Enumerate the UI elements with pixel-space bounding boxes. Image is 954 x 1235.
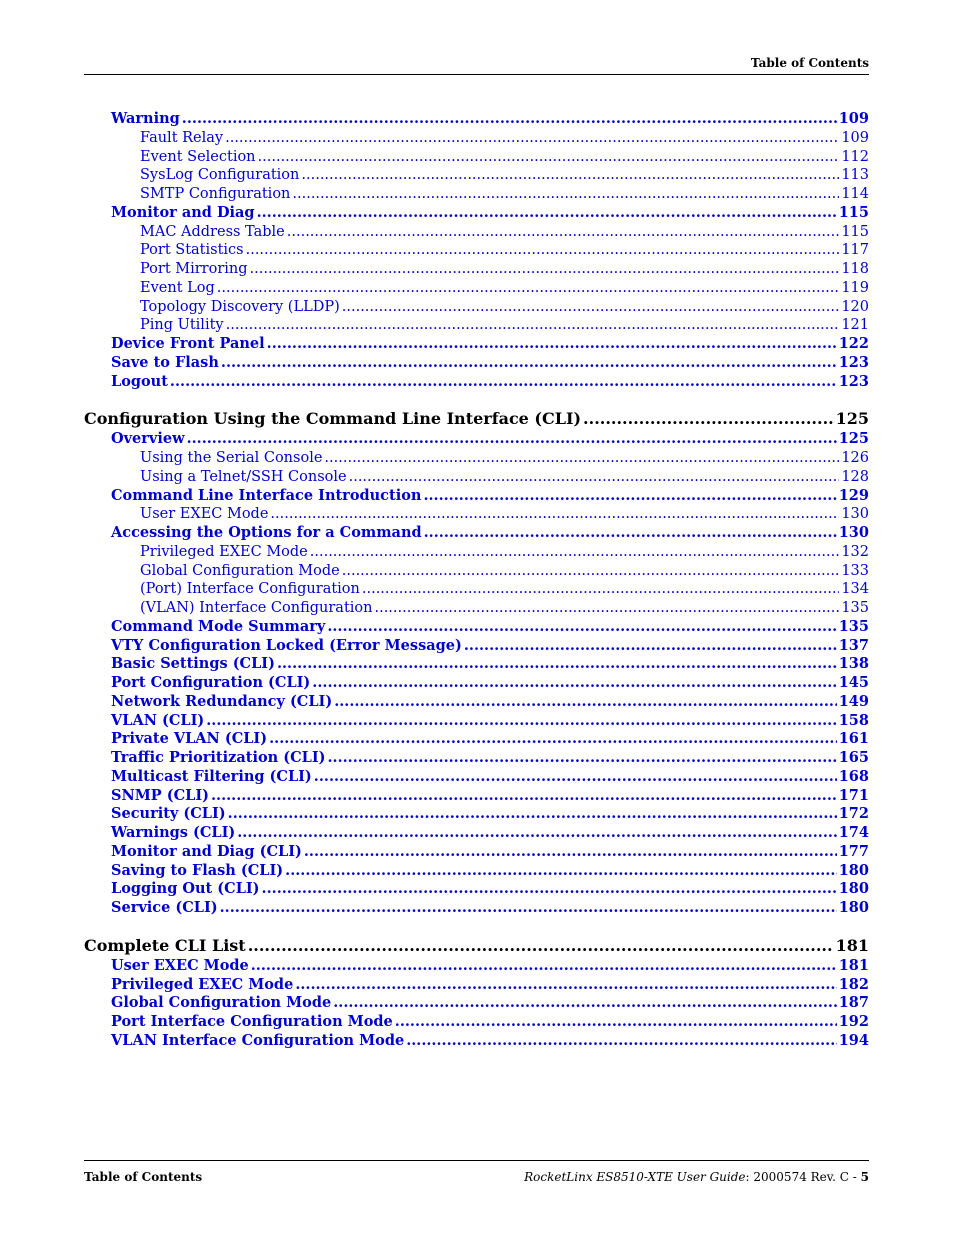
toc-leader-dots xyxy=(170,373,837,392)
toc-subsection[interactable] xyxy=(84,562,869,581)
header-title: Table of Contents xyxy=(750,56,869,70)
toc-page-number[interactable]: 114 xyxy=(841,186,869,202)
footer-page-number: 5 xyxy=(860,1170,869,1184)
toc-leader-dots xyxy=(211,787,837,806)
toc-page-number[interactable]: 194 xyxy=(838,1031,869,1049)
toc-section[interactable] xyxy=(84,899,869,918)
toc-leader-dots xyxy=(334,693,837,712)
toc-page-number[interactable]: 133 xyxy=(841,562,869,579)
toc-entry-title[interactable]: Basic Settings (CLI) xyxy=(111,655,275,673)
toc-subsection[interactable] xyxy=(84,148,869,167)
toc-leader-dots xyxy=(277,655,837,674)
toc-leader-dots xyxy=(292,185,839,204)
toc-section[interactable] xyxy=(84,880,869,899)
toc-page-number[interactable]: 109 xyxy=(838,110,869,127)
toc-entry-title[interactable]: Using a Telnet/SSH Console xyxy=(140,468,347,485)
toc-leader-dots xyxy=(327,749,836,768)
toc-leader-dots xyxy=(312,674,836,693)
toc-leader-dots xyxy=(287,223,840,242)
toc-page-number[interactable]: 113 xyxy=(841,167,869,184)
toc-page-number[interactable]: 121 xyxy=(841,317,869,334)
toc-page-number[interactable]: 145 xyxy=(838,674,869,691)
toc-entry-title[interactable]: Event Log xyxy=(140,279,215,296)
toc-entry-title[interactable]: Global Configuration Mode xyxy=(111,994,332,1012)
toc-entry-title[interactable]: Overview xyxy=(111,430,185,448)
toc-section[interactable] xyxy=(84,204,869,223)
footer-product-name: RocketLinx ES8510-XTE User Guide xyxy=(524,1170,746,1184)
toc-leader-dots xyxy=(267,335,837,354)
toc-section[interactable] xyxy=(84,354,869,373)
toc-leader-dots xyxy=(225,129,839,148)
toc-subsection[interactable] xyxy=(84,599,869,618)
toc-leader-dots xyxy=(310,543,840,562)
toc-page-number[interactable]: 181 xyxy=(838,956,869,974)
toc-section[interactable] xyxy=(84,487,869,506)
toc-entry-title[interactable]: Configuration Using the Command Line Interface (CLI) xyxy=(84,409,582,429)
toc-page-number[interactable]: 187 xyxy=(838,994,869,1012)
toc-subsection[interactable] xyxy=(84,580,869,599)
toc-page-number[interactable]: 138 xyxy=(838,655,869,673)
toc-section[interactable] xyxy=(84,637,869,656)
toc-page-number[interactable]: 115 xyxy=(838,203,869,221)
toc-subsection[interactable] xyxy=(84,129,869,148)
toc-page-number[interactable]: 182 xyxy=(838,975,869,993)
toc-subsection[interactable] xyxy=(84,298,869,317)
toc-entry-title[interactable]: Command Mode Summary xyxy=(111,617,326,635)
toc-page-number[interactable]: 134 xyxy=(841,581,869,598)
toc-page-number[interactable]: 109 xyxy=(841,129,869,146)
toc-section[interactable] xyxy=(84,787,869,806)
toc-entry-title[interactable]: Port Configuration (CLI) xyxy=(111,674,311,691)
toc-leader-dots xyxy=(583,408,834,430)
toc-subsection[interactable] xyxy=(84,316,869,335)
toc-entry-title[interactable]: Fault Relay xyxy=(140,129,224,146)
toc-page-number[interactable]: 180 xyxy=(838,861,869,879)
toc-page-number[interactable]: 177 xyxy=(838,842,869,860)
toc-page-number[interactable]: 135 xyxy=(841,600,869,616)
toc-subsection[interactable] xyxy=(84,449,869,468)
table-of-contents xyxy=(84,110,869,1051)
toc-leader-dots xyxy=(251,957,837,976)
toc-entry-title[interactable]: Accessing the Options for a Command xyxy=(111,524,422,541)
toc-page-number[interactable]: 119 xyxy=(841,279,869,296)
toc-leader-dots xyxy=(228,805,837,824)
toc-section[interactable] xyxy=(84,373,869,392)
toc-section[interactable] xyxy=(84,843,869,862)
toc-entry-title[interactable]: Warnings (CLI) xyxy=(111,824,236,841)
toc-entry-title[interactable]: Device Front Panel xyxy=(111,335,265,352)
toc-entry-title[interactable]: Saving to Flash (CLI) xyxy=(111,861,284,879)
toc-section[interactable] xyxy=(84,430,869,449)
toc-page-number[interactable]: 172 xyxy=(838,805,869,823)
toc-leader-dots xyxy=(285,862,837,881)
toc-page-number[interactable]: 174 xyxy=(838,824,869,841)
toc-section[interactable] xyxy=(84,674,869,693)
toc-leader-dots xyxy=(395,1013,837,1032)
toc-subsection[interactable] xyxy=(84,543,869,562)
toc-chapter[interactable] xyxy=(84,935,869,957)
toc-entry-title[interactable]: Using the Serial Console xyxy=(140,450,323,466)
toc-leader-dots xyxy=(226,316,840,335)
toc-entry-title[interactable]: VTY Configuration Locked (Error Message) xyxy=(111,636,462,654)
toc-section[interactable] xyxy=(84,957,869,976)
toc-entry-title[interactable]: Port Statistics xyxy=(140,242,244,259)
toc-section[interactable] xyxy=(84,524,869,543)
toc-page-number[interactable]: 161 xyxy=(838,730,869,748)
toc-section[interactable] xyxy=(84,712,869,731)
toc-section[interactable] xyxy=(84,655,869,674)
toc-page-number[interactable]: 117 xyxy=(841,242,869,259)
toc-page-number[interactable]: 165 xyxy=(838,749,869,766)
toc-page-number[interactable]: 122 xyxy=(838,335,869,352)
footer-doc-info xyxy=(524,1170,869,1184)
page-header xyxy=(84,56,869,75)
toc-leader-dots xyxy=(349,468,840,487)
toc-entry-title[interactable]: Multicast Filtering (CLI) xyxy=(111,767,312,785)
toc-section[interactable] xyxy=(84,805,869,824)
toc-page-number[interactable]: 158 xyxy=(838,711,869,729)
toc-leader-dots xyxy=(327,618,836,637)
toc-page-number[interactable]: 171 xyxy=(838,786,869,804)
toc-subsection[interactable] xyxy=(84,505,869,524)
toc-leader-dots xyxy=(406,1032,837,1051)
toc-chapter[interactable] xyxy=(84,408,869,430)
toc-section[interactable] xyxy=(84,768,869,787)
toc-entry-title[interactable]: User EXEC Mode xyxy=(140,506,269,523)
toc-leader-dots xyxy=(221,354,837,373)
toc-page-number[interactable]: 180 xyxy=(838,899,869,916)
toc-subsection[interactable] xyxy=(84,241,869,260)
toc-leader-dots xyxy=(423,487,836,506)
toc-page-number[interactable]: 192 xyxy=(838,1013,869,1030)
toc-section[interactable] xyxy=(84,1013,869,1032)
toc-entry-title[interactable]: SysLog Configuration xyxy=(140,167,300,184)
toc-leader-dots xyxy=(248,935,834,957)
toc-section[interactable] xyxy=(84,1032,869,1051)
toc-page-number[interactable]: 125 xyxy=(835,409,869,429)
toc-page-number[interactable]: 123 xyxy=(838,353,869,371)
toc-leader-dots xyxy=(342,562,840,581)
toc-section[interactable] xyxy=(84,110,869,129)
toc-page-number[interactable]: 130 xyxy=(841,506,869,523)
toc-page-number[interactable]: 112 xyxy=(841,148,869,165)
toc-subsection[interactable] xyxy=(84,468,869,487)
toc-entry-title[interactable]: VLAN Interface Configuration Mode xyxy=(111,1031,405,1049)
toc-page-number[interactable]: 128 xyxy=(841,468,869,485)
toc-subsection[interactable] xyxy=(84,185,869,204)
toc-leader-dots xyxy=(237,824,836,843)
toc-subsection[interactable] xyxy=(84,260,869,279)
toc-leader-dots xyxy=(295,976,836,995)
toc-entry-title[interactable]: Warning xyxy=(111,110,180,127)
toc-leader-dots xyxy=(257,204,837,223)
toc-entry-title[interactable]: Logout xyxy=(111,372,168,390)
toc-entry-title[interactable]: Port Interface Configuration Mode xyxy=(111,1013,393,1030)
toc-entry-title[interactable]: Port Mirroring xyxy=(140,261,248,277)
toc-entry-title[interactable]: Topology Discovery (LLDP) xyxy=(140,298,340,315)
toc-entry-title[interactable]: Global Configuration Mode xyxy=(140,562,340,579)
toc-page-number[interactable]: 118 xyxy=(841,261,869,277)
toc-page-number[interactable]: 180 xyxy=(838,880,869,898)
toc-entry-title[interactable]: Security (CLI) xyxy=(111,805,226,823)
toc-subsection[interactable] xyxy=(84,279,869,298)
toc-section[interactable] xyxy=(84,693,869,712)
toc-page-number[interactable]: 132 xyxy=(841,543,869,560)
toc-subsection[interactable] xyxy=(84,166,869,185)
toc-leader-dots xyxy=(262,880,837,899)
toc-section[interactable] xyxy=(84,749,869,768)
toc-entry-title[interactable]: Network Redundancy (CLI) xyxy=(111,692,333,710)
toc-entry-title[interactable]: Command Line Interface Introduction xyxy=(111,486,422,504)
toc-leader-dots xyxy=(258,148,840,167)
toc-subsection[interactable] xyxy=(84,223,869,242)
footer-section-title: Table of Contents xyxy=(84,1170,203,1184)
toc-entry-title[interactable]: MAC Address Table xyxy=(140,223,285,240)
toc-leader-dots xyxy=(250,260,840,279)
toc-section[interactable] xyxy=(84,976,869,995)
toc-entry-title[interactable]: Event Selection xyxy=(140,148,256,165)
toc-leader-dots xyxy=(206,712,836,731)
toc-page-number[interactable]: 137 xyxy=(838,636,869,654)
toc-entry-title[interactable]: Monitor and Diag xyxy=(111,203,255,221)
toc-leader-dots xyxy=(301,166,839,185)
toc-entry-title[interactable]: SMTP Configuration xyxy=(140,186,291,202)
toc-page-number[interactable]: 168 xyxy=(838,767,869,785)
toc-section[interactable] xyxy=(84,618,869,637)
toc-entry-title[interactable]: User EXEC Mode xyxy=(111,956,249,974)
toc-page-number[interactable]: 129 xyxy=(838,486,869,504)
toc-entry-title[interactable]: VLAN (CLI) xyxy=(111,711,205,729)
toc-entry-title[interactable]: Traffic Prioritization (CLI) xyxy=(111,749,326,766)
page-footer xyxy=(84,1160,869,1185)
toc-leader-dots xyxy=(342,298,840,317)
toc-entry-title[interactable]: SNMP (CLI) xyxy=(111,786,209,804)
toc-page-number[interactable]: 115 xyxy=(841,223,869,240)
toc-entry-title[interactable]: Privileged EXEC Mode xyxy=(140,543,308,560)
toc-leader-dots xyxy=(217,279,840,298)
toc-section[interactable] xyxy=(84,994,869,1013)
toc-leader-dots xyxy=(270,505,839,524)
toc-section[interactable] xyxy=(84,862,869,881)
toc-entry-title[interactable]: Logging Out (CLI) xyxy=(111,880,260,898)
toc-leader-dots xyxy=(464,637,837,656)
toc-page-number[interactable]: 120 xyxy=(841,298,869,315)
toc-leader-dots xyxy=(424,524,837,543)
toc-leader-dots xyxy=(333,994,837,1013)
toc-leader-dots xyxy=(314,768,837,787)
toc-page-number[interactable]: 130 xyxy=(838,524,869,541)
toc-entry-title[interactable]: (VLAN) Interface Configuration xyxy=(140,600,373,616)
toc-leader-dots xyxy=(304,843,837,862)
toc-page-number[interactable]: 125 xyxy=(838,430,869,448)
toc-page-number[interactable]: 149 xyxy=(838,692,869,710)
toc-leader-dots xyxy=(269,730,837,749)
toc-entry-title[interactable]: Complete CLI List xyxy=(84,935,246,955)
toc-leader-dots xyxy=(187,430,837,449)
toc-entry-title[interactable]: Save to Flash xyxy=(111,353,219,371)
toc-page-number[interactable]: 135 xyxy=(838,617,869,635)
toc-section[interactable] xyxy=(84,335,869,354)
toc-entry-title[interactable]: Monitor and Diag (CLI) xyxy=(111,842,302,860)
toc-leader-dots xyxy=(182,110,837,129)
toc-section[interactable] xyxy=(84,824,869,843)
toc-leader-dots xyxy=(374,599,839,618)
toc-entry-title[interactable]: (Port) Interface Configuration xyxy=(140,581,360,598)
toc-leader-dots xyxy=(246,241,840,260)
toc-leader-dots xyxy=(324,449,839,468)
toc-entry-title[interactable]: Ping Utility xyxy=(140,317,224,334)
toc-entry-title[interactable]: Privileged EXEC Mode xyxy=(111,975,294,993)
toc-entry-title[interactable]: Service (CLI) xyxy=(111,899,218,916)
toc-page-number[interactable]: 126 xyxy=(841,450,869,466)
toc-entry-title[interactable]: Private VLAN (CLI) xyxy=(111,730,268,748)
footer-revision: : 2000574 Rev. C - xyxy=(745,1170,861,1184)
toc-page-number[interactable]: 181 xyxy=(835,935,869,955)
toc-section[interactable] xyxy=(84,730,869,749)
toc-leader-dots xyxy=(362,580,839,599)
toc-leader-dots xyxy=(220,899,837,918)
toc-page-number[interactable]: 123 xyxy=(838,372,869,390)
